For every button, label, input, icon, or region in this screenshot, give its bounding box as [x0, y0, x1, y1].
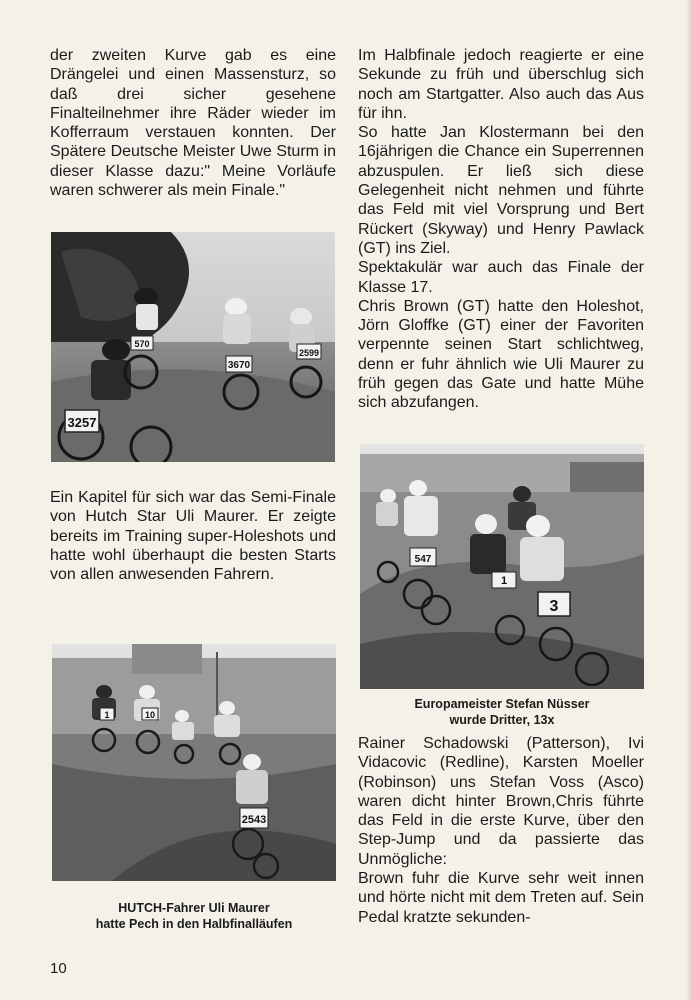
paragraph: So hatte Jan Klostermann bei den 16jährigen die Chance ein Superrennen abzuspulen. Er ließ sich diese Gelegenheit nicht nehmen und führte das Feld mit viel Vorsprung und Bert Rückert (Skyway) und Henry Pawlack (GT) ins Ziel. — [358, 124, 644, 257]
paragraph: der zweiten Kurve gab es eine Drängelei und einen Massensturz, so daß drei sicher gesehene Finalteilnehmer ihre Räder wieder im Kofferraum verstauen konnten. Der Spätere Deutsche Meister Uwe Sturm in dieser Klasse dazu:" Meine Vorläufe waren schwerer als mein Finale." — [50, 47, 336, 200]
photo-caption-bottom-left — [52, 900, 336, 932]
paragraph: Im Halbfinale jedoch reagierte er eine Sekunde zu früh und überschlug sich noch am Startgatter. Also auch das Aus für ihn. — [358, 47, 644, 122]
number-plate: 3670 — [227, 360, 251, 371]
caption-line: hatte Pech in den Halbfinalläufen — [95, 917, 293, 931]
number-plate: 547 — [414, 554, 432, 565]
left-column-text-top — [50, 46, 336, 200]
paragraph: Ein Kapitel für sich war das Semi-Finale von Hutch Star Uli Maurer. Er zeigte bereits im Training super-Holeshots und hatte wohl überhaupt die besten Starts von allen anwesenden Fahrern. — [50, 489, 336, 584]
number-plate: 3 — [549, 598, 559, 615]
photo-illustration — [360, 444, 644, 689]
paragraph: Chris Brown (GT) hatte den Holeshot, Jörn Gloffke (GT) einer der Favoriten verpennte seinen Start schlichtweg, denn er fuhr ähnlich wie Uli Maurer zu früh gegen das Gate und hatte Mühe sich abzufangen. — [358, 297, 644, 412]
page-edge-shadow — [686, 0, 692, 1000]
paragraph: Brown fuhr die Kurve sehr weit innen und hörte nicht mit dem Treten auf. Sein Pedal kratzte sekunden- — [358, 870, 644, 926]
photo-illustration — [51, 232, 335, 462]
number-plate: 570 — [134, 339, 150, 349]
number-plate: 2599 — [298, 348, 320, 358]
paragraph: Rainer Schadowski (Patterson), Ivi Vidacovic (Redline), Karsten Moeller (Robinson) uns Stefan Voss (Asco) waren dicht hinter Brown,Chris führte das Feld in die erste Kurve, über den Step-Jump und da passierte das Unmögliche: — [358, 735, 644, 868]
bmx-race-photo-top-left — [51, 232, 335, 462]
paragraph: Spektakulär war auch das Finale der Klasse 17. — [358, 259, 644, 296]
number-plate: 2543 — [241, 814, 267, 826]
right-column-text-top — [358, 46, 644, 413]
page-number: 10 — [50, 960, 67, 977]
photo-caption-right — [360, 696, 644, 728]
right-column-text-bottom — [358, 734, 644, 927]
number-plate: 3257 — [67, 415, 97, 430]
caption-line: wurde Dritter, 13x — [449, 713, 555, 727]
photo-illustration — [52, 644, 336, 881]
number-plate: 1 — [104, 710, 110, 720]
caption-line: Europameister Stefan Nüsser — [414, 697, 590, 711]
left-column-text-middle — [50, 488, 336, 584]
number-plate: 10 — [144, 710, 156, 720]
caption-line: HUTCH-Fahrer Uli Maurer — [118, 901, 270, 915]
bmx-race-photo-right — [360, 444, 644, 689]
bmx-race-photo-bottom-left — [52, 644, 336, 881]
number-plate: 1 — [500, 575, 508, 587]
